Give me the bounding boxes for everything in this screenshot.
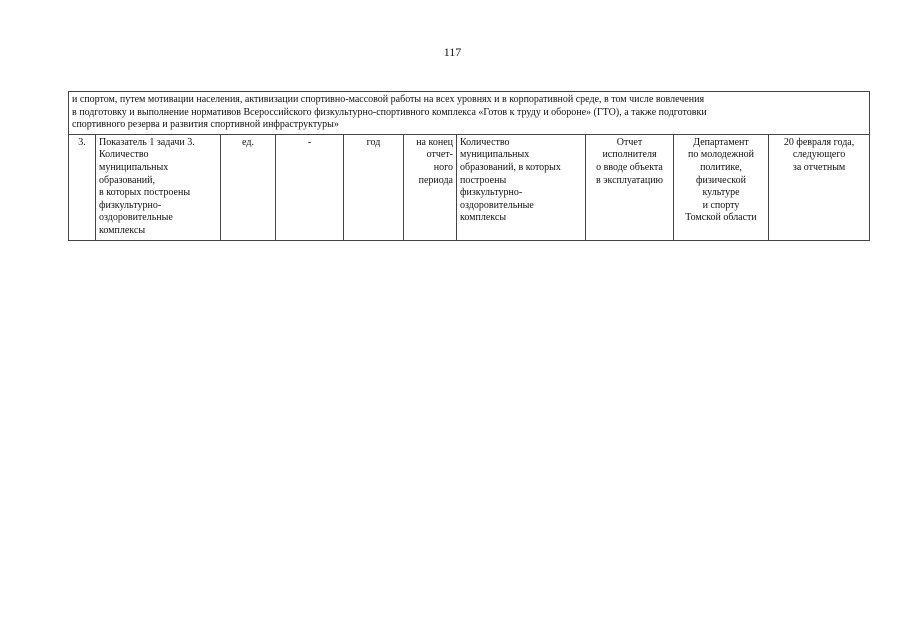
deadline-line: 20 февраля года, bbox=[783, 136, 855, 148]
deadline-cell bbox=[769, 134, 870, 240]
responsible-line: культуре bbox=[702, 187, 740, 199]
definition-line: образований, в которых bbox=[460, 161, 561, 173]
indicator-name-cell bbox=[96, 134, 221, 240]
responsible-cell bbox=[674, 134, 769, 240]
timing-cell bbox=[404, 134, 457, 240]
definition-line: оздоровительные bbox=[460, 199, 534, 211]
data-source-line: Отчет bbox=[616, 136, 643, 148]
indicator-table bbox=[68, 91, 870, 241]
responsible-line: по молодежной bbox=[688, 149, 754, 161]
indicator-name-line: Количество bbox=[99, 149, 149, 161]
timing-line: периода bbox=[418, 174, 453, 186]
unit-value: ед. bbox=[242, 136, 254, 148]
value-cell bbox=[276, 134, 344, 240]
indicator-name-line: в которых построены bbox=[99, 187, 191, 199]
responsible-line: политике, bbox=[700, 161, 742, 173]
deadline-line: следующего bbox=[792, 149, 846, 161]
indicator-name-line: физкультурно- bbox=[99, 199, 162, 211]
row-number: 3. bbox=[78, 136, 86, 148]
data-source-cell bbox=[586, 134, 674, 240]
indicator-name-line: Показатель 1 задачи 3. bbox=[99, 136, 195, 148]
indicator-name-line: комплексы bbox=[99, 224, 146, 236]
definition-line: комплексы bbox=[460, 212, 507, 224]
definition-line: физкультурно- bbox=[460, 187, 523, 199]
responsible-line: и спорту bbox=[702, 199, 740, 211]
definition-line: муниципальных bbox=[460, 149, 530, 161]
task-description-line: в подготовку и выполнение нормативов Всероссийского физкультурно-спортивного комплекса «Готов к труду и обороне» (ГТО), а также подготовки bbox=[72, 106, 707, 118]
responsible-line: Департамент bbox=[693, 136, 749, 148]
definition-line: построены bbox=[460, 174, 507, 186]
table-header-row bbox=[69, 92, 870, 135]
definition-line: Количество bbox=[460, 136, 510, 148]
definition-cell bbox=[457, 134, 586, 240]
indicator-name-line: оздоровительные bbox=[99, 212, 173, 224]
indicator-value: - bbox=[307, 136, 312, 148]
timing-line: ного bbox=[433, 161, 453, 173]
responsible-line: Томской области bbox=[685, 212, 757, 224]
timing-line: отчет- bbox=[426, 149, 453, 161]
periodicity-cell bbox=[344, 134, 404, 240]
data-source-line: исполнителя bbox=[602, 149, 657, 161]
task-description-line: спортивного резерва и развития спортивной инфраструктуры» bbox=[72, 119, 339, 131]
table-row bbox=[69, 134, 870, 240]
page-number: 117 bbox=[443, 45, 462, 59]
timing-line: на конец bbox=[416, 136, 453, 148]
unit-cell bbox=[221, 134, 276, 240]
task-description-line: и спортом, путем мотивации населения, активизации спортивно-массовой работы на всех уровнях и в корпоративной среде, в том числе вовлечения bbox=[72, 94, 705, 105]
indicator-name-line: муниципальных bbox=[99, 161, 169, 173]
responsible-line: физической bbox=[696, 174, 746, 186]
periodicity-value: год bbox=[366, 136, 381, 148]
task-description-cell bbox=[69, 92, 870, 135]
data-source-line: в эксплуатацию bbox=[595, 174, 664, 186]
deadline-line: за отчетным bbox=[792, 161, 846, 173]
data-source-line: о вводе объекта bbox=[596, 161, 663, 173]
indicator-name-line: образований, bbox=[99, 174, 156, 186]
row-number-cell bbox=[69, 134, 96, 240]
